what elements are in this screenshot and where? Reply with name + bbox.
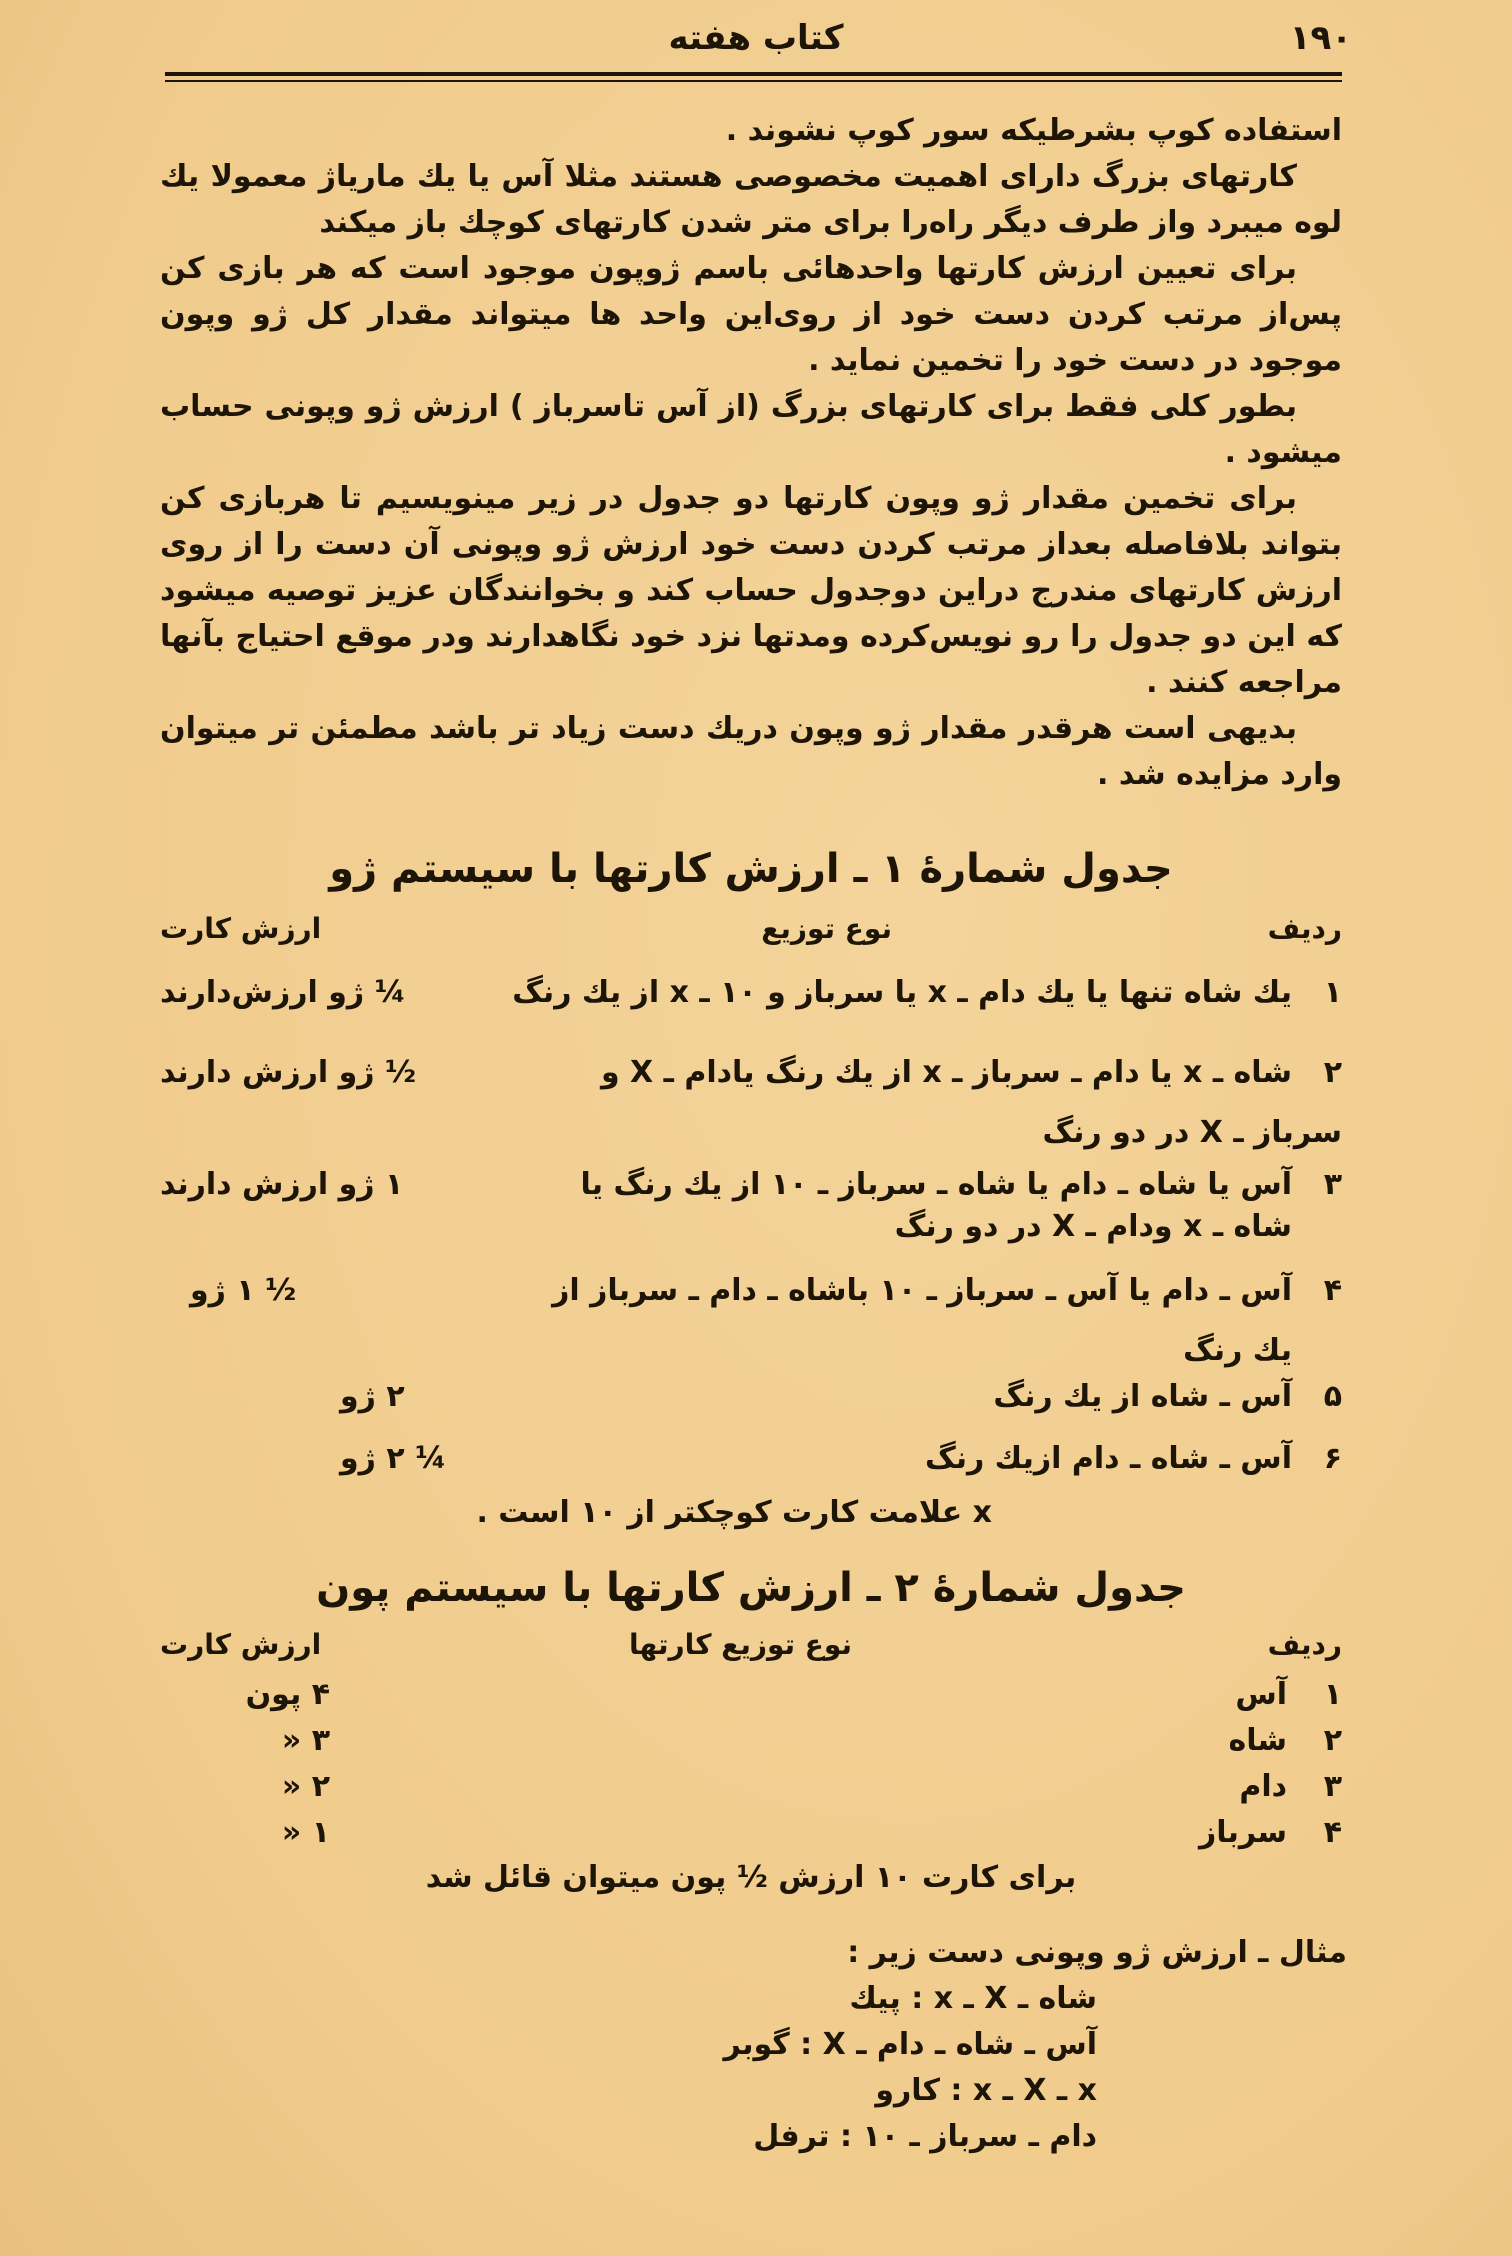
paragraph: بطور کلی فقط برای کارتهای بزرگ (از آس تاسرباز ) ارزش ژو وپونی حساب میشود .: [160, 389, 1342, 470]
header-rule-thick: [165, 72, 1342, 76]
paragraph: برای تخمین مقدار ژو وپون کارتها دو جدول در زیر مینویسیم تا هربازی کن بتواند بلافاصله بعداز مرتب کردن دست خود ارزش ژو وپونی آن دست را از روی ارزش کارتهای مندرج دراین دوجدول حساب کند و بخوانندگان عزیز توصیه میشود که این دو جدول را رو نویس‌کرده ومدتها نزد خود نگاهدارند ودر موقع احتیاج بآنها مراجعه کنند .: [160, 481, 1342, 700]
row-desc-continued: سرباز ـ X در دو رنگ: [1042, 1115, 1342, 1150]
example-line: دام ـ سرباز ـ ۱۰ : ترفل: [753, 2119, 1097, 2154]
table1-note: x علامت کارت کوچکتر از ۱۰ است .: [476, 1495, 992, 1530]
row-desc: شاه: [1228, 1723, 1287, 1758]
paragraph: بدیهی است هرقدر مقدار ژو وپون دریك دست زیاد تر باشد مطمئن تر میتوان وارد مزایده شد .: [160, 711, 1342, 792]
header-distribution: نوع توزیع: [761, 912, 892, 945]
row-number: ۱: [1323, 1677, 1342, 1712]
row-number: ۳: [1323, 1167, 1342, 1202]
header-value: ارزش کارت: [160, 912, 322, 945]
row-number: ۵: [1323, 1379, 1342, 1414]
row-value: ۱ ژو ارزش دارند: [160, 1167, 404, 1202]
header-value: ارزش کارت: [160, 1628, 322, 1661]
example-title: مثال ـ ارزش ژو وپونی دست زیر :: [847, 1935, 1347, 1970]
table2-title: جدول شمارهٔ ۲ ـ ارزش کارتها با سیستم پون: [316, 1565, 1186, 1611]
row-value: ۴ پون: [245, 1677, 330, 1712]
row-value: ۱ «: [281, 1815, 330, 1850]
row-desc: دام: [1239, 1769, 1287, 1804]
header-row: ردیف: [1267, 1628, 1342, 1661]
example-line: آس ـ شاه ـ دام ـ X : گوبر: [723, 2027, 1097, 2062]
row-desc: آس: [1235, 1677, 1287, 1712]
row-number: ۲: [1323, 1723, 1342, 1758]
header-row: ردیف: [1267, 912, 1342, 945]
example-block: [724, 1930, 1347, 2160]
row-desc: آس ـ شاه ـ دام ازیك رنگ: [924, 1441, 1292, 1476]
row-desc-continued: یك رنگ: [1183, 1333, 1292, 1368]
running-title: کتاب هفته: [668, 18, 844, 58]
table1-title: جدول شمارهٔ ۱ ـ ارزش کارتها با سیستم ژو: [329, 846, 1173, 892]
paragraph: استفاده کوپ بشرطیکه سور کوپ نشوند .: [725, 113, 1342, 148]
row-number: ۴: [1323, 1273, 1342, 1308]
row-desc: آس ـ شاه از یك رنگ: [993, 1379, 1292, 1414]
row-desc: آس ـ دام یا آس ـ سرباز ـ ۱۰ باشاه ـ دام ـ سرباز از: [552, 1273, 1292, 1308]
paragraph: برای تعیین ارزش کارتها واحدهائی باسم ژوپون موجود است که هر بازی کن پس‌از مرتب کردن دست خود از روی‌این واحد ها میتواند مقدار کل ژو وپون موجود در دست خود را تخمین نماید .: [160, 251, 1342, 378]
row-desc: سرباز: [1199, 1815, 1287, 1850]
header-rule-thin: [165, 80, 1342, 82]
row-value: ½ ۱ ژو: [190, 1273, 297, 1308]
row-value: ۲ ژو: [340, 1379, 405, 1414]
row-desc: شاه ـ x یا دام ـ سرباز ـ x از یك رنگ یادام ـ X و: [600, 1055, 1292, 1090]
row-value: ¼ ژو ارزش‌دارند: [160, 975, 406, 1010]
example-line: x ـ X ـ x : کارو: [875, 2073, 1097, 2108]
page-header: [160, 14, 1352, 74]
paragraph: کارتهای بزرگ دارای اهمیت مخصوصی هستند مثلا آس یا یك ماریاژ معمولا یك لوه میبرد واز طرف دیگر راه‌را برای متر شدن کارتهای کوچك باز میکند: [160, 159, 1342, 240]
row-number: ۲: [1323, 1055, 1342, 1090]
table1-header: [160, 912, 1342, 952]
example-line: شاه ـ X ـ x : پیك: [849, 1981, 1097, 2016]
intro-text: [160, 108, 1342, 798]
row-value: ½ ژو ارزش دارند: [160, 1055, 417, 1090]
row-desc: آس یا شاه ـ دام یا شاه ـ سرباز ـ ۱۰ از یك رنگ یا: [580, 1167, 1292, 1202]
row-number: ۱: [1323, 975, 1342, 1010]
row-value: ۲ «: [281, 1769, 330, 1804]
row-desc: یك شاه تنها یا یك دام ـ x یا سرباز و ۱۰ ـ x از یك رنگ: [512, 975, 1292, 1010]
row-value: ¼ ۲ ژو: [340, 1441, 447, 1476]
row-number: ۶: [1323, 1441, 1342, 1476]
row-desc-continued: شاه ـ x ودام ـ X در دو رنگ: [894, 1209, 1292, 1244]
table2-header: [160, 1628, 1342, 1668]
header-distribution: نوع توزیع کارتها: [629, 1628, 852, 1661]
page-number: ۱۹۰: [1289, 18, 1352, 58]
ten-card-rule: برای کارت ۱۰ ارزش ½ پون میتوان قائل شد: [425, 1860, 1077, 1895]
row-value: ۳ «: [281, 1723, 330, 1758]
row-number: ۴: [1323, 1815, 1342, 1850]
row-number: ۳: [1323, 1769, 1342, 1804]
